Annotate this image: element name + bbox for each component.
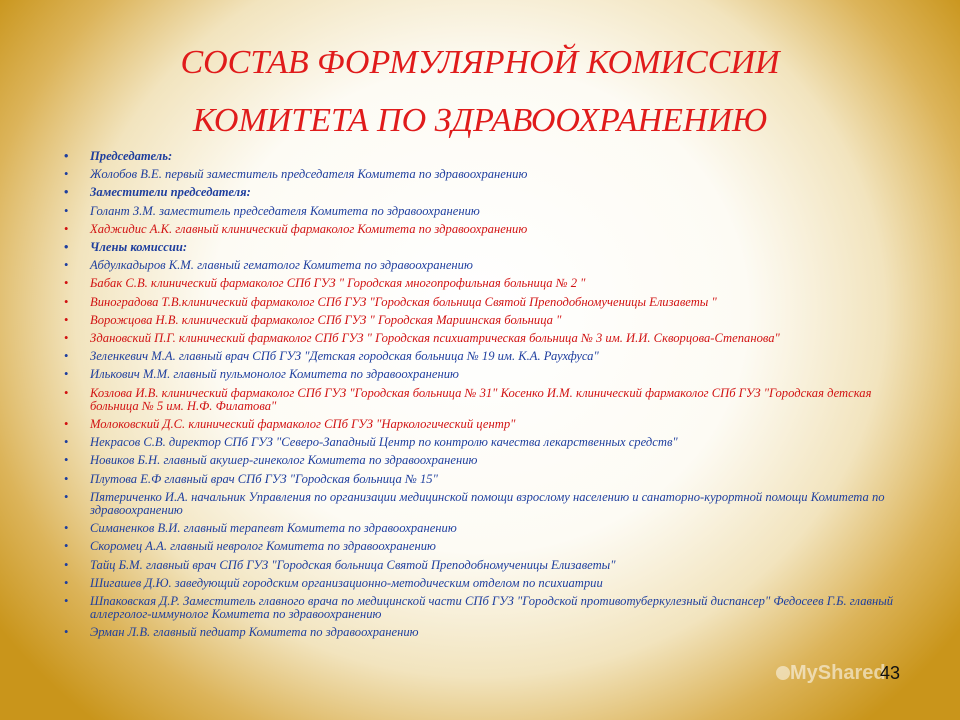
list-item <box>64 387 894 413</box>
bullet-icon: • <box>64 294 69 309</box>
list-item-text: Молоковский Д.С. клинический фармаколог СПб ГУЗ "Наркологический центр" <box>90 417 516 432</box>
list-item <box>64 259 894 272</box>
page-title <box>0 34 960 150</box>
list-item-text: Скоромец А.А. главный невролог Комитета по здравоохранению <box>90 539 436 554</box>
list-item <box>64 454 894 467</box>
bullet-icon: • <box>64 149 69 163</box>
list-item <box>64 168 894 181</box>
bullet-icon: • <box>64 453 69 468</box>
list-item-text: Председатель: <box>90 149 173 163</box>
list-item <box>64 205 894 218</box>
list-item <box>64 296 894 309</box>
bullet-icon: • <box>64 258 69 273</box>
list-item-text: Плутова Е.Ф главный врач СПб ГУЗ "Городская больница № 15" <box>90 471 438 486</box>
list-item <box>64 577 894 590</box>
list-item-text: Эрман Л.В. главный педиатр Комитета по здравоохранению <box>90 625 419 640</box>
list-item <box>64 473 894 486</box>
list-item <box>64 626 894 639</box>
bullet-icon: • <box>64 331 69 346</box>
list-item-text: Заместители председателя: <box>90 185 251 200</box>
bullet-icon: • <box>64 557 69 572</box>
member-list <box>64 150 894 645</box>
list-item-text: Голант З.М. заместитель председателя Комитета по здравоохранению <box>90 203 480 218</box>
list-item-text: Козлова И.В. клинический фармаколог СПб ГУЗ "Городская больница № 31" Косенко И.М. клинический фармаколог СПб ГУЗ "Городская детская больница № 5 им. Н.Ф. Филатова" <box>90 385 872 413</box>
bullet-icon: • <box>64 203 69 218</box>
bullet-icon: • <box>64 625 69 640</box>
list-item <box>64 559 894 572</box>
bullet-icon: • <box>64 385 69 400</box>
list-item-text: Ворожцова Н.В. клинический фармаколог СПб ГУЗ " Городская Мариинская больница " <box>90 312 562 327</box>
bullet-icon: • <box>64 521 69 536</box>
bullet-icon: • <box>64 367 69 382</box>
list-item <box>64 368 894 381</box>
list-item <box>64 522 894 535</box>
bullet-icon: • <box>64 312 69 327</box>
bullet-icon: • <box>64 435 69 450</box>
bullet-icon: • <box>64 489 69 504</box>
title-line-1: СОСТАВ ФОРМУЛЯРНОЙ КОМИССИИ <box>180 44 780 81</box>
bullet-icon: • <box>64 185 69 200</box>
list-item <box>64 595 894 621</box>
list-item <box>64 540 894 553</box>
list-heading <box>64 150 894 163</box>
list-item <box>64 491 894 517</box>
bullet-icon: • <box>64 221 69 236</box>
list-item-text: Члены комиссии: <box>90 240 188 255</box>
title-line-2: КОМИТЕТА ПО ЗДРАВООХРАНЕНИЮ <box>192 102 768 139</box>
bullet-icon: • <box>64 575 69 590</box>
bullet-icon: • <box>64 417 69 432</box>
list-item-text: Шигашев Д.Ю. заведующий городским организационно-методическим отделом по психиатрии <box>90 575 603 590</box>
list-item-text: Некрасов С.В. директор СПб ГУЗ "Северо-Западный Центр по контролю качества лекарственных средств" <box>90 435 678 450</box>
list-item-text: Симаненков В.И. главный терапевт Комитета по здравоохранению <box>90 521 457 536</box>
list-heading <box>64 241 894 254</box>
page-number: 43 <box>880 663 901 683</box>
bullet-icon: • <box>64 594 69 609</box>
list-item <box>64 350 894 363</box>
list-item-text: Абдулкадыров К.М. главный гематолог Комитета по здравоохранению <box>90 258 473 273</box>
list-item-text: Пятериченко И.А. начальник Управления по организации медицинской помощи взрослому населению и санаторно-курортной помощи Комитета по здравоохранению <box>90 489 885 518</box>
list-item-text: Хаджидис А.К. главный клинический фармаколог Комитета по здравоохранению <box>90 221 528 236</box>
bullet-icon: • <box>64 539 69 554</box>
bullet-icon: • <box>64 240 69 255</box>
list-item-text: Илькович М.М. главный пульмонолог Комитета по здравоохранению <box>90 367 459 382</box>
watermark: MyShared <box>790 662 886 684</box>
list-item <box>64 436 894 449</box>
list-item-text: Новиков Б.Н. главный акушер-гинеколог Комитета по здравоохранению <box>90 453 478 468</box>
list-item-text: Шпаковская Д.Р. Заместитель главного врача по медицинской части СПб ГУЗ "Городской противотуберкулезный диспансер" Федосеев Г.Б. главный аллерголог-иммунолог Комитета по здравоохранению <box>90 594 894 622</box>
list-item <box>64 418 894 431</box>
bullet-icon: • <box>64 471 69 486</box>
list-item-text: Здановский П.Г. клинический фармаколог СПб ГУЗ " Городская психиатрическая больница № 3 им. И.И. Скворцова-Степанова" <box>90 331 780 346</box>
list-heading <box>64 186 894 199</box>
bullet-icon: • <box>64 167 69 182</box>
list-item-text: Жолобов В.Е. первый заместитель председателя Комитета по здравоохранению <box>90 167 528 182</box>
list-item <box>64 277 894 290</box>
list-item-text: Тайц Б.М. главный врач СПб ГУЗ "Городская больница Святой Преподобномученицы Елизаветы" <box>90 557 616 572</box>
list-item-text: Виноградова Т.В.клинический фармаколог СПб ГУЗ "Городская больница Святой Преподобномученицы Елизаветы " <box>90 294 717 309</box>
watermark-logo-icon <box>776 666 790 680</box>
list-item <box>64 332 894 345</box>
bullet-icon: • <box>64 349 69 364</box>
list-item <box>64 223 894 236</box>
list-item-text: Зеленкевич М.А. главный врач СПб ГУЗ "Детская городская больница № 19 им. К.А. Раухфуса" <box>90 349 599 364</box>
list-item <box>64 314 894 327</box>
bullet-icon: • <box>64 276 69 291</box>
list-item-text: Бабак С.В. клинический фармаколог СПб ГУЗ " Городская многопрофильная больница № 2 " <box>90 276 586 291</box>
